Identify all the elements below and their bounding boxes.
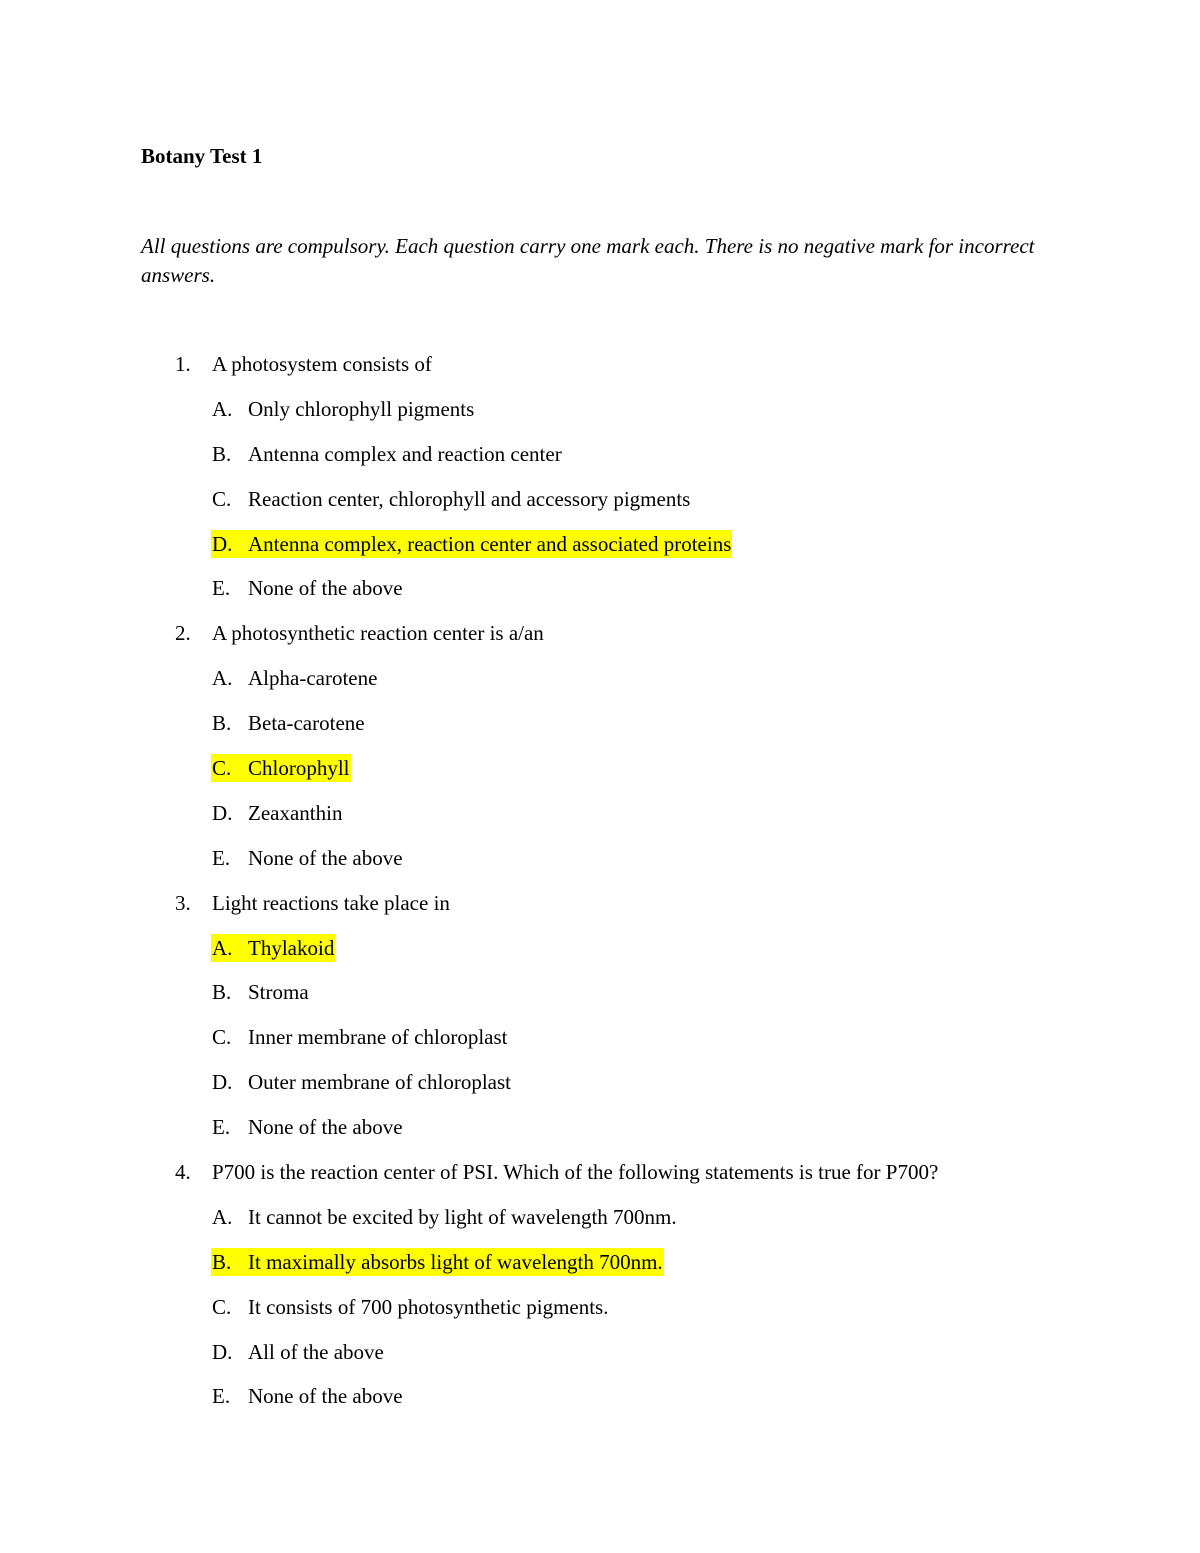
question-text: Light reactions take place in <box>212 890 450 915</box>
option-text: All of the above <box>248 1339 384 1364</box>
answer-option <box>0 1293 1200 1338</box>
option-text: It consists of 700 photosynthetic pigments. <box>248 1294 609 1319</box>
answer-option-content <box>211 799 343 827</box>
option-text: Inner membrane of chloroplast <box>248 1025 508 1050</box>
answer-option <box>0 844 1200 889</box>
option-text: It maximally absorbs light of wavelength 700nm. <box>248 1249 663 1274</box>
answer-option <box>0 485 1200 530</box>
answer-option-content <box>211 1338 385 1366</box>
page-title: Botany Test 1 <box>141 144 263 168</box>
question-list <box>0 350 1200 1427</box>
option-letter: D. <box>212 531 233 556</box>
answer-option-content <box>211 664 378 692</box>
option-text: It cannot be excited by light of wavelength 700nm. <box>248 1204 677 1229</box>
option-letter: A. <box>212 1204 233 1229</box>
answer-option <box>0 978 1200 1023</box>
option-text: None of the above <box>248 576 403 601</box>
question-number: 3. <box>175 890 191 915</box>
question-text: A photosystem consists of <box>212 352 432 376</box>
option-letter: B. <box>212 441 232 466</box>
option-letter: E. <box>212 845 231 870</box>
option-text: Thylakoid <box>248 935 335 960</box>
option-letter: D. <box>212 800 233 825</box>
option-letter: A. <box>212 935 233 960</box>
option-text: Stroma <box>248 980 309 1005</box>
answer-option-highlighted <box>0 1248 1200 1293</box>
option-text: Outer membrane of chloroplast <box>248 1070 511 1095</box>
answer-option <box>0 395 1200 440</box>
option-letter: D. <box>212 1339 233 1364</box>
answer-option-highlighted <box>0 934 1200 979</box>
option-letter: B. <box>212 1249 232 1274</box>
answer-option-content <box>211 709 366 737</box>
option-text: Chlorophyll <box>248 756 350 781</box>
option-letter: A. <box>212 666 233 691</box>
answer-option <box>0 1338 1200 1383</box>
question-text: P700 is the reaction center of PSI. Which of the following statements is true for P700? <box>212 1160 939 1185</box>
answer-option-content <box>211 574 404 602</box>
option-letter: E. <box>212 576 231 601</box>
option-letter: A. <box>212 396 233 421</box>
answer-option-highlighted <box>0 530 1200 575</box>
answer-option <box>0 1113 1200 1158</box>
option-letter: C. <box>212 1025 232 1050</box>
answer-option-content <box>211 1382 404 1410</box>
answer-option-content <box>211 978 310 1006</box>
question-item <box>0 350 1200 395</box>
option-letter: B. <box>212 980 232 1005</box>
option-text: None of the above <box>248 1115 403 1140</box>
answer-option-content <box>211 530 732 558</box>
answer-option <box>0 1382 1200 1427</box>
question-number: 4. <box>175 1160 191 1185</box>
answer-option <box>0 1023 1200 1068</box>
answer-option-content <box>211 440 563 468</box>
option-letter: C. <box>212 1294 232 1319</box>
answer-option <box>0 709 1200 754</box>
option-letter: C. <box>212 486 232 511</box>
answer-option-content <box>211 844 404 872</box>
question-number: 1. <box>175 352 191 376</box>
option-letter: E. <box>212 1384 231 1409</box>
option-text: Only chlorophyll pigments <box>248 396 475 421</box>
answer-option-content <box>211 485 691 513</box>
option-text: None of the above <box>248 1384 403 1409</box>
answer-option-content <box>211 1248 664 1276</box>
answer-option-content <box>211 1113 404 1141</box>
option-text: Beta-carotene <box>248 711 365 736</box>
answer-option <box>0 574 1200 619</box>
question-text: A photosynthetic reaction center is a/an <box>212 621 544 646</box>
answer-option-content <box>211 1293 609 1321</box>
answer-option-content <box>211 1203 678 1231</box>
option-letter: E. <box>212 1115 231 1140</box>
answer-option <box>0 799 1200 844</box>
answer-option-content <box>211 754 351 782</box>
answer-option-content <box>211 1068 512 1096</box>
option-text: None of the above <box>248 845 403 870</box>
answer-option <box>0 1068 1200 1113</box>
question-item <box>0 1158 1200 1203</box>
answer-option <box>0 440 1200 485</box>
option-letter: C. <box>212 756 232 781</box>
option-text: Alpha-carotene <box>248 666 378 691</box>
question-item <box>0 619 1200 664</box>
answer-option-content <box>211 1023 509 1051</box>
answer-option <box>0 664 1200 709</box>
option-text: Antenna complex and reaction center <box>248 441 562 466</box>
question-item <box>0 889 1200 934</box>
answer-option-highlighted <box>0 754 1200 799</box>
option-letter: D. <box>212 1070 233 1095</box>
instructions-text: All questions are compulsory. Each question carry one mark each. There is no negative mark for incorrect answers. <box>141 234 1035 287</box>
answer-option-content <box>211 395 475 423</box>
option-letter: B. <box>212 711 232 736</box>
option-text: Zeaxanthin <box>248 800 343 825</box>
answer-option-content <box>211 934 335 962</box>
answer-option <box>0 1203 1200 1248</box>
option-text: Antenna complex, reaction center and associated proteins <box>248 531 732 556</box>
question-number: 2. <box>175 621 191 646</box>
option-text: Reaction center, chlorophyll and accessory pigments <box>248 486 691 511</box>
